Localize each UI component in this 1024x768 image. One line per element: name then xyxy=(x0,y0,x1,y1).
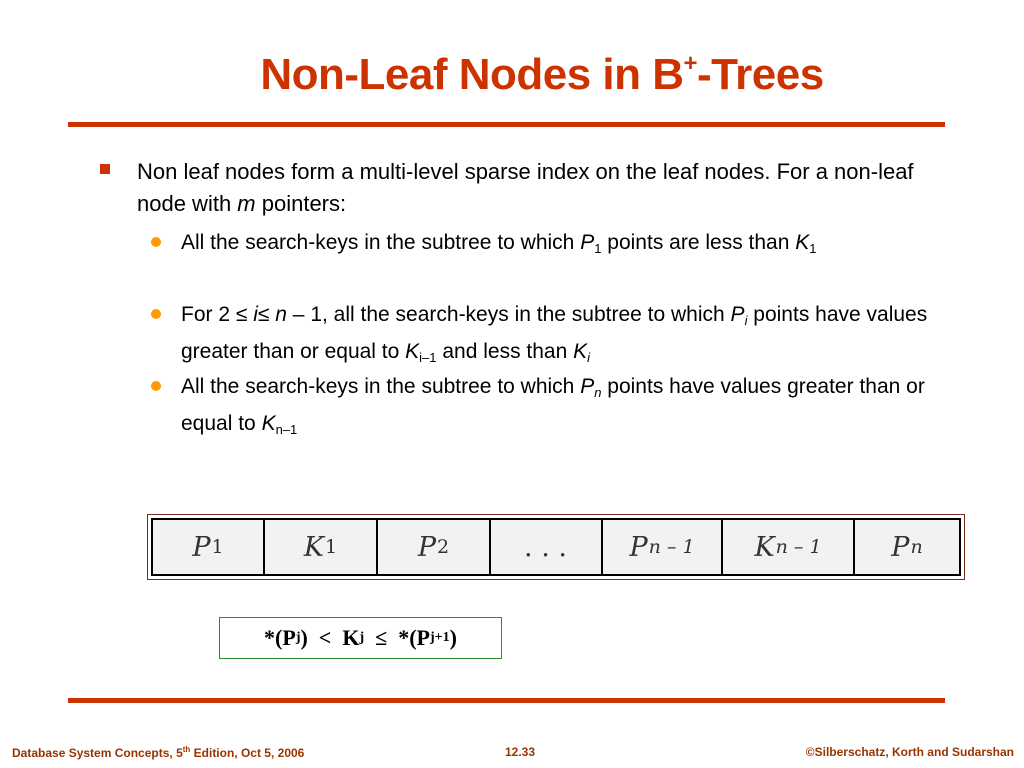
node-cell-pn-1: P n – 1 xyxy=(603,520,723,574)
sub-bullet-2: For 2 ≤ i≤ n – 1, all the search-keys in the subtree to which $P_i$ points have values greater than or equal to $K_{i-1}$ and less than $K_i$ xyxy=(181,303,928,365)
node-cell-kn-1: K n – 1 xyxy=(723,520,855,574)
title-tail: -Trees xyxy=(697,50,824,99)
node-cell-p2: P 2 xyxy=(378,520,491,574)
node-cell-ellipsis: . . . xyxy=(491,520,603,574)
sub-bullet-1: All the search-keys in the subtree to which $P_1$ points are less than $K_1$ xyxy=(181,231,817,256)
title-superscript: + xyxy=(683,50,698,77)
square-bullet-icon xyxy=(100,164,110,174)
main-bullet-text: Non leaf nodes form a multi-level sparse index on the leaf nodes. For a non-leaf node with m pointers: xyxy=(137,159,914,216)
bullet-dot-icon xyxy=(151,381,161,391)
title-main: Non-Leaf Nodes in B xyxy=(260,50,684,99)
ordering-formula: *(P j ) < K j ≤ *(P j+1 ) xyxy=(219,617,502,659)
node-cell-p1: P 1 xyxy=(153,520,265,574)
bullet-dot-icon xyxy=(151,237,161,247)
bplus-node-diagram xyxy=(147,514,965,580)
footer-divider xyxy=(68,698,945,703)
node-cell-k1: K 1 xyxy=(265,520,378,574)
bullet-dot-icon xyxy=(151,309,161,319)
title-divider xyxy=(68,122,945,127)
footer-book-title: Database System Concepts, 5th Edition, Oct 5, 2006 xyxy=(12,745,305,760)
node-cells-row xyxy=(151,518,961,576)
node-cell-pn: P n xyxy=(891,531,923,563)
sub-bullet-3: All the search-keys in the subtree to which $P_n$ points have values greater than or equal to $K_{n-1}$ xyxy=(181,375,925,437)
slide-title xyxy=(0,50,1024,100)
footer-slide-number: 12.33 xyxy=(505,745,536,759)
footer-copyright: ©Silberschatz, Korth and Sudarshan xyxy=(805,745,1014,759)
